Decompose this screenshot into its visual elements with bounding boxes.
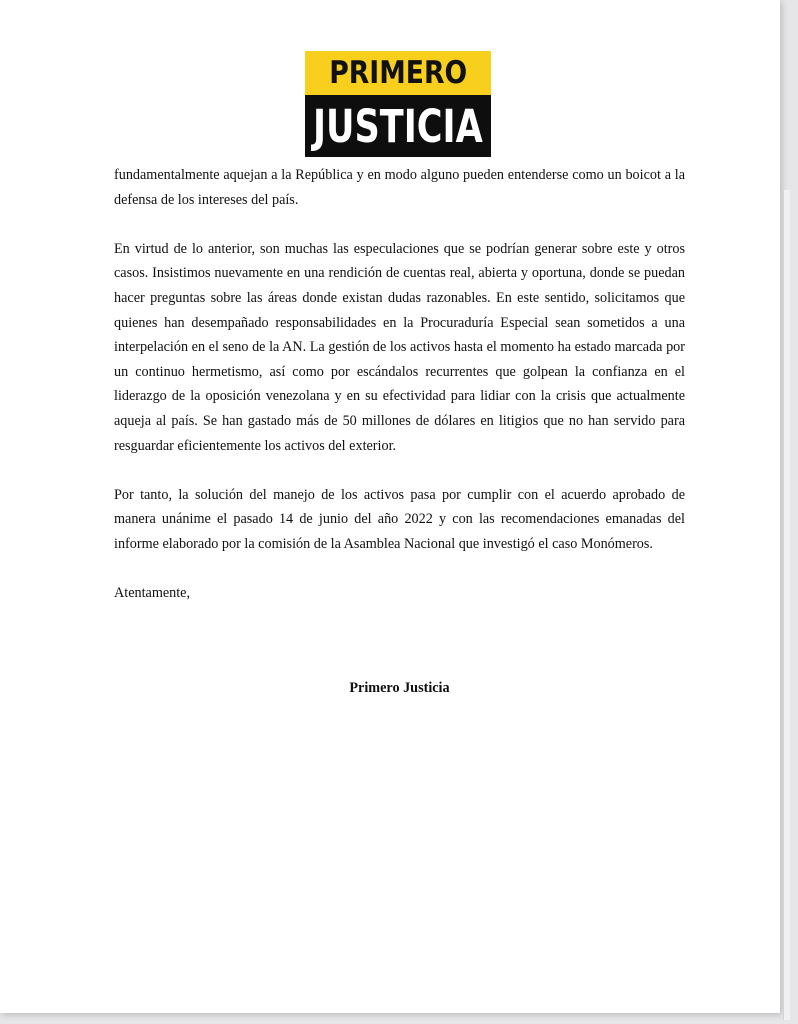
primero-justicia-logo — [305, 51, 491, 157]
signature: Primero Justicia — [349, 680, 450, 696]
logo-word-justicia: JUSTICIA — [313, 99, 483, 153]
logo-top-band — [305, 51, 491, 95]
logo-bottom-band — [305, 95, 491, 157]
document-body — [114, 163, 685, 606]
paragraph-1: fundamentalmente aquejan a la República y en modo alguno pueden entenderse como un boicot a la defensa de los intereses del país. — [114, 167, 685, 208]
paragraph-2: En virtud de lo anterior, son muchas las especulaciones que se podrían generar sobre este y otros casos. Insistimos nuevamente en una rendición de cuentas real, abierta y oportuna, donde se puedan hacer preguntas sobre las áreas donde existan dudas razonables. En este sentido, solicitamos que quienes han desempañado responsabilidades en la Procuraduría Especial sean sometidos a una interpelación en el seno de la AN. La gestión de los activos hasta el momento ha estado marcada por un continuo hermetismo, así como por escándalos recurrentes que golpean la confianza en el liderazgo de la oposición venezolana y en su efectividad para lidiar con la crisis que actualmente aqueja al país. Se han gastado más de 50 millones de dólares en litigios que no han servido para resguardar eficientemente los activos del exterior. — [114, 240, 685, 454]
paragraph-3: Por tanto, la solución del manejo de los activos pasa por cumplir con el acuerdo aprobado de manera unánime el pasado 14 de junio del año 2022 y con las recomendaciones emanadas del informe elaborado por la comisión de la Asamblea Nacional que investigó el caso Monómeros. — [114, 486, 685, 552]
closing-salutation: Atentamente, — [114, 585, 191, 602]
logo-word-primero: PRIMERO — [329, 55, 467, 91]
next-page-edge — [783, 190, 790, 1020]
